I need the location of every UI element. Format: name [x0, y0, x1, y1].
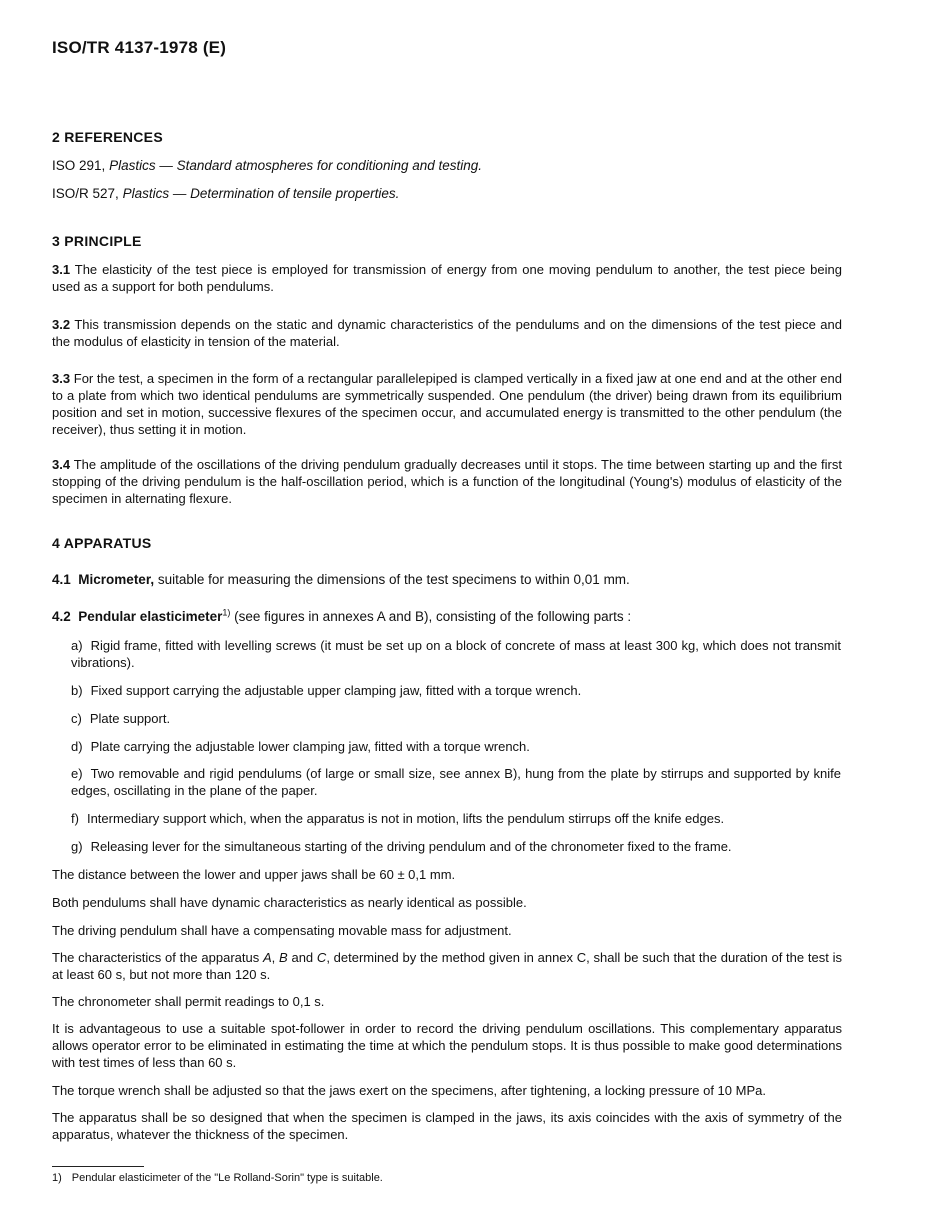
list-text: Releasing lever for the simultaneous starting of the driving pendulum and of the chronometer fixed to the frame.	[90, 839, 732, 854]
symbol-b: B	[279, 950, 288, 965]
section-principle-heading: 3 PRINCIPLE	[52, 233, 142, 249]
apparatus-part-a	[71, 637, 841, 671]
list-text: Plate support.	[89, 711, 171, 726]
text-run: The characteristics of the apparatus	[52, 950, 263, 965]
list-label: g)	[71, 839, 83, 854]
apparatus-part-g	[71, 838, 841, 855]
paragraph-apparatus-characteristics	[52, 949, 842, 983]
apparatus-part-c	[71, 710, 841, 727]
apparatus-part-e	[71, 765, 841, 799]
clause-text: The amplitude of the oscillations of the driving pendulum gradually decreases until it stops. The time between starting up and the first stopping of the driving pendulum is the half-oscillation period, which is a function of the longitudinal (Young's) modulus of elasticity of the specimen in alternating flexure.	[52, 457, 842, 506]
reference-iso-r-527	[52, 185, 842, 202]
clause-3-1	[52, 261, 842, 295]
reference-code: ISO 291,	[52, 158, 106, 173]
symbol-c: C	[316, 950, 327, 965]
list-label: f)	[71, 811, 79, 826]
clause-3-3	[52, 370, 842, 438]
list-text: Fixed support carrying the adjustable upper clamping jaw, fitted with a torque wrench.	[90, 683, 582, 698]
symbol-a: A	[263, 950, 272, 965]
clause-number: 3.2	[52, 317, 71, 332]
paragraph-jaw-distance: The distance between the lower and upper jaws shall be 60 ± 0,1 mm.	[52, 867, 456, 882]
clause-text: For the test, a specimen in the form of a rectangular parallelepiped is clamped vertically in a fixed jaw at one end and at the other end to a plate from which two identical pendulums are symmetrically suspended. One pendulum (the driver) being drawn from its equilibrium position and set in motion, successive flexures of the specimen occur, and accumulated energy is transmitted to the other pendulum (the receiver), thus setting it in motion.	[52, 371, 842, 437]
list-label: a)	[71, 638, 83, 653]
clause-3-2	[52, 316, 842, 350]
list-text: Intermediary support which, when the apparatus is not in motion, lifts the pendulum stirrups off the knife edges.	[86, 811, 725, 826]
paragraph-apparatus-design: The apparatus shall be so designed that when the specimen is clamped in the jaws, its axis coincides with the axis of symmetry of the apparatus, whatever the thickness of the specimen.	[52, 1110, 842, 1142]
clause-number: 3.3	[52, 371, 71, 386]
list-label: c)	[71, 711, 82, 726]
clause-4-1	[52, 571, 842, 588]
list-text: Two removable and rigid pendulums (of large or small size, see annex B), hung from the plate by stirrups and supported by knife edges, oscillating in the plane of the paper.	[71, 766, 841, 798]
apparatus-part-b	[71, 682, 841, 699]
reference-iso-291	[52, 157, 842, 174]
section-apparatus-heading: 4 APPARATUS	[52, 535, 152, 551]
list-text: Plate carrying the adjustable lower clamping jaw, fitted with a torque wrench.	[90, 739, 530, 754]
clause-number: 3.4	[52, 457, 71, 472]
list-label: e)	[71, 766, 83, 781]
clause-term: Pendular elasticimeter	[78, 609, 223, 624]
clause-number: 4.2	[52, 609, 71, 624]
paragraph-compensating-mass: The driving pendulum shall have a compensating movable mass for adjustment.	[52, 923, 512, 938]
reference-title: Plastics — Determination of tensile properties.	[122, 186, 400, 201]
list-text: Rigid frame, fitted with levelling screws (it must be set up on a block of concrete of mass at least 300 kg, which does not transmit vibrations).	[71, 638, 841, 670]
clause-term: Micrometer,	[78, 572, 155, 587]
section-references-heading: 2 REFERENCES	[52, 129, 163, 145]
paragraph-pendulum-characteristics: Both pendulums shall have dynamic characteristics as nearly identical as possible.	[52, 895, 527, 910]
clause-3-4	[52, 456, 842, 507]
paragraph-torque-wrench: The torque wrench shall be adjusted so that the jaws exert on the specimens, after tightening, a locking pressure of 10 MPa.	[52, 1083, 766, 1098]
footnote	[52, 1171, 383, 1185]
footnote-divider	[52, 1166, 144, 1167]
clause-text: (see figures in annexes A and B), consisting of the following parts :	[230, 609, 632, 624]
paragraph-spot-follower: It is advantageous to use a suitable spot-follower in order to record the driving pendulum oscillations. This complementary apparatus allows operator error to be eliminated in estimating the time at which the pendulum stops. It is thus possible to make good determinations with test times of less than 60 s.	[52, 1021, 842, 1070]
text-run: ,	[271, 950, 280, 965]
apparatus-part-d	[71, 738, 841, 755]
clause-text: suitable for measuring the dimensions of the test specimens to within 0,01 mm.	[154, 572, 630, 587]
list-label: b)	[71, 683, 83, 698]
footnote-label: 1)	[52, 1172, 62, 1184]
reference-code: ISO/R 527,	[52, 186, 119, 201]
paragraph-chronometer: The chronometer shall permit readings to 0,1 s.	[52, 994, 325, 1009]
footnote-text: Pendular elasticimeter of the "Le Rolland-Sorin" type is suitable.	[71, 1172, 383, 1184]
clause-number: 4.1	[52, 572, 71, 587]
clause-text: The elasticity of the test piece is employed for transmission of energy from one moving pendulum to another, the test piece being used as a support for both pendulums.	[52, 262, 842, 294]
footnote-marker: 1)	[222, 607, 231, 618]
clause-text: This transmission depends on the static and dynamic characteristics of the pendulums and on the dimensions of the test piece and the modulus of elasticity in tension of the material.	[52, 317, 842, 349]
text-run: and	[287, 950, 317, 965]
apparatus-part-f	[71, 810, 841, 827]
clause-number: 3.1	[52, 262, 71, 277]
document-id: ISO/TR 4137-1978 (E)	[52, 38, 227, 57]
list-label: d)	[71, 739, 83, 754]
clause-4-2	[52, 608, 842, 625]
reference-title: Plastics — Standard atmospheres for conditioning and testing.	[109, 158, 483, 173]
text-run: , determined by the method given in annex C, shall be such that the duration of the test is at least 60 s, but not more than 120 s.	[52, 950, 842, 982]
